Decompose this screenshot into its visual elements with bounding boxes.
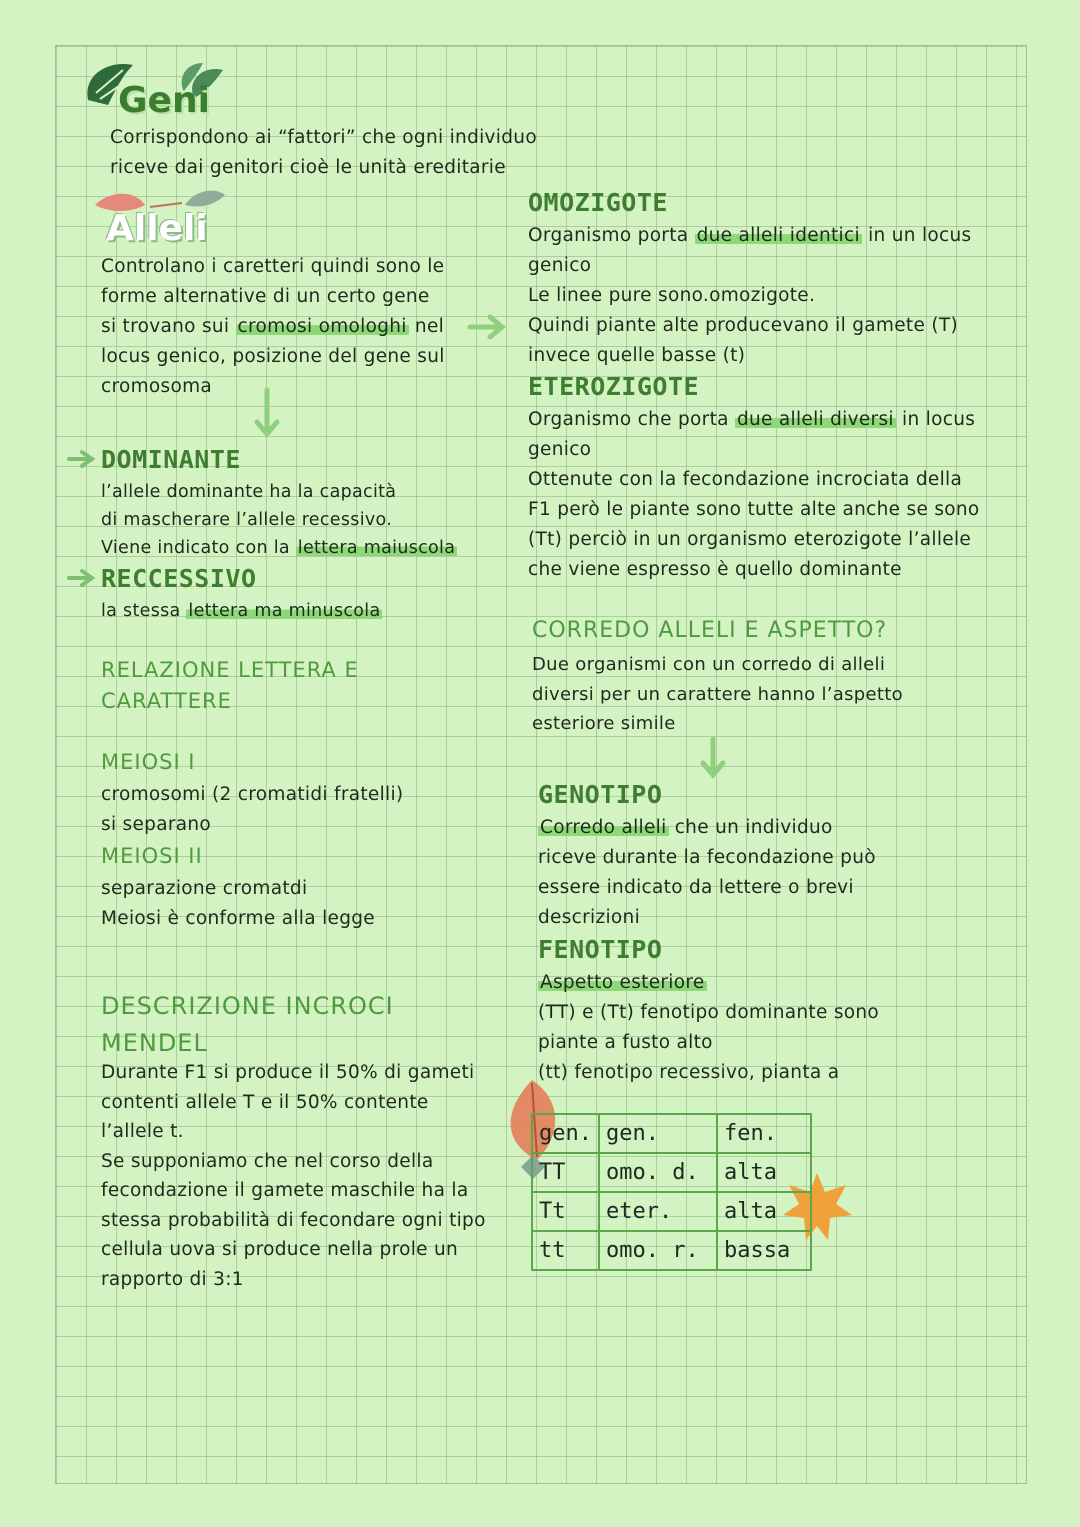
text-line: Corredo alleli che un individuo — [540, 817, 833, 838]
text-line: Le linee pure sono.omozigote. — [528, 285, 816, 306]
text-line: cromosoma — [101, 376, 213, 397]
text-line: Viene indicato con la lettera maiuscola — [101, 538, 456, 558]
text-line: locus genico, posizione del gene sul — [101, 346, 445, 367]
highlight: due alleli identici — [696, 225, 860, 246]
title-alleli: Alleli — [106, 208, 208, 249]
text-line: esteriore simile — [532, 713, 676, 734]
text-line: Quindi piante alte producevano il gamete (T) — [528, 315, 958, 336]
table-row — [532, 1192, 811, 1231]
heading-corredo: CORREDO ALLELI E ASPETTO? — [532, 618, 888, 643]
text-line: di mascherare l’allele recessivo. — [101, 510, 393, 530]
genotype-table — [531, 1113, 812, 1271]
table-cell: omo. r. — [599, 1231, 717, 1270]
meiosi-2-text — [101, 874, 375, 934]
table-cell: eter. — [599, 1192, 717, 1231]
table-cell: tt — [532, 1231, 599, 1270]
highlight: cromosi omologhi — [237, 316, 407, 337]
highlight: lettera maiuscola — [297, 538, 456, 558]
table-header-cell: gen. — [532, 1114, 599, 1153]
text-line: riceve durante la fecondazione può — [538, 847, 876, 868]
recessivo-text — [101, 597, 382, 625]
heading-dominante: DOMINANTE — [101, 445, 241, 474]
highlight: due alleli diversi — [736, 409, 894, 430]
right-arrow-icon — [66, 567, 98, 589]
text-line: diversi per un carattere hanno l’aspetto — [532, 683, 903, 705]
heading-meiosi-1: MEIOSI I — [101, 750, 196, 774]
descrizione-text — [101, 1058, 486, 1294]
omozigote-text — [528, 221, 971, 371]
text-line: si separano — [101, 814, 212, 835]
text-line: (TT) e (Tt) fenotipo dominante sono — [538, 1002, 880, 1023]
text-line: Due organismi con un corredo di alleli — [532, 654, 886, 675]
text-line: F1 però le piante sono tutte alte anche se sono — [528, 499, 980, 520]
text-line — [538, 968, 879, 998]
heading-genotipo: GENOTIPO — [538, 780, 663, 809]
table-row — [532, 1231, 811, 1270]
heading-omozigote: OMOZIGOTE — [528, 188, 668, 217]
text-line: forme alternative di un certo gene — [101, 286, 430, 307]
text-line: (Tt) perciò in un organismo eterozigote l’allele — [528, 529, 972, 550]
text-line: Corrispondono ai “fattori” che ogni individuo — [110, 127, 537, 148]
text-line: l’allele dominante ha la capacità — [101, 482, 397, 502]
text-line: contenti allele T e il 50% contente — [101, 1091, 429, 1113]
fenotipo-text — [538, 968, 879, 1088]
right-arrow-icon — [66, 448, 98, 470]
geni-definition — [110, 123, 537, 183]
text-line: stessa probabilità di fecondare ogni tipo — [101, 1209, 486, 1231]
table-cell: Tt — [532, 1192, 599, 1231]
heading-recessivo: RECCESSIVO — [101, 564, 257, 593]
text-line: cellula uova si produce nella prole un — [101, 1239, 459, 1260]
text-line: invece quelle basse (t) — [528, 345, 746, 366]
table-cell: TT — [532, 1153, 599, 1192]
down-arrow-icon — [697, 735, 729, 783]
meiosi-1-text — [101, 780, 403, 840]
text-line: cromosomi (2 cromatidi fratelli) — [101, 784, 404, 805]
text-line: (tt) fenotipo recessivo, pianta a — [538, 1062, 840, 1083]
highlight: lettera ma minuscola — [188, 601, 381, 621]
heading-descrizione: DESCRIZIONE INCROCI MENDEL — [101, 992, 394, 1057]
text-line: Meiosi è conforme alla legge — [101, 908, 375, 929]
table-header-row — [532, 1114, 811, 1153]
alleli-text — [101, 252, 445, 402]
text-line: rapporto di 3:1 — [101, 1268, 244, 1290]
text-line: Controlano i caretteri quindi sono le — [101, 256, 445, 277]
genotipo-text — [538, 813, 876, 933]
text-line: l’allele t. — [101, 1121, 184, 1142]
title-geni: Geni — [118, 80, 210, 121]
text-line: la stessa lettera ma minuscola — [101, 601, 381, 621]
text-line: separazione cromatdi — [101, 878, 308, 899]
table-header-cell: gen. — [599, 1114, 717, 1153]
heading-eterozigote: ETEROZIGOTE — [528, 372, 700, 401]
table-cell: bassa — [717, 1231, 811, 1270]
text-line: Ottenute con la fecondazione incrociata della — [528, 469, 963, 490]
right-arrow-icon — [466, 312, 512, 342]
table-cell: alta — [717, 1192, 811, 1231]
heading-fenotipo: FENOTIPO — [538, 935, 663, 964]
text-line: descrizioni — [538, 907, 641, 928]
table-row — [532, 1153, 811, 1192]
text-line: genico — [528, 255, 592, 276]
text-line: genico — [528, 439, 592, 460]
heading-meiosi-2: MEIOSI II — [101, 844, 203, 868]
eterozigote-text — [528, 405, 980, 585]
table-cell: alta — [717, 1153, 811, 1192]
text-line: Se supponiamo che nel corso della — [101, 1150, 434, 1172]
text-line: Organismo che porta due alleli diversi in locus — [528, 409, 976, 430]
highlight: Aspetto esteriore — [540, 972, 705, 993]
text-line: piante a fusto alto — [538, 1032, 713, 1053]
text-line: si trovano sui cromosi omologhi nel — [101, 316, 445, 337]
table-header-cell: fen. — [717, 1114, 811, 1153]
text-line: fecondazione il gamete maschile ha la — [101, 1180, 469, 1201]
text-line: Durante F1 si produce il 50% di gameti — [101, 1062, 475, 1083]
highlight: Corredo alleli — [540, 817, 667, 838]
corredo-text — [532, 650, 903, 739]
heading-relazione: RELAZIONE LETTERA E CARATTERE — [101, 658, 359, 713]
text-line: riceve dai genitori cioè le unità ereditarie — [110, 157, 506, 178]
table-cell: omo. d. — [599, 1153, 717, 1192]
text-line: che viene espresso è quello dominante — [528, 559, 902, 580]
text-line: Organismo porta due alleli identici in un locus — [528, 225, 972, 246]
dominante-text — [101, 478, 457, 562]
text-line: essere indicato da lettere o brevi — [538, 877, 854, 898]
